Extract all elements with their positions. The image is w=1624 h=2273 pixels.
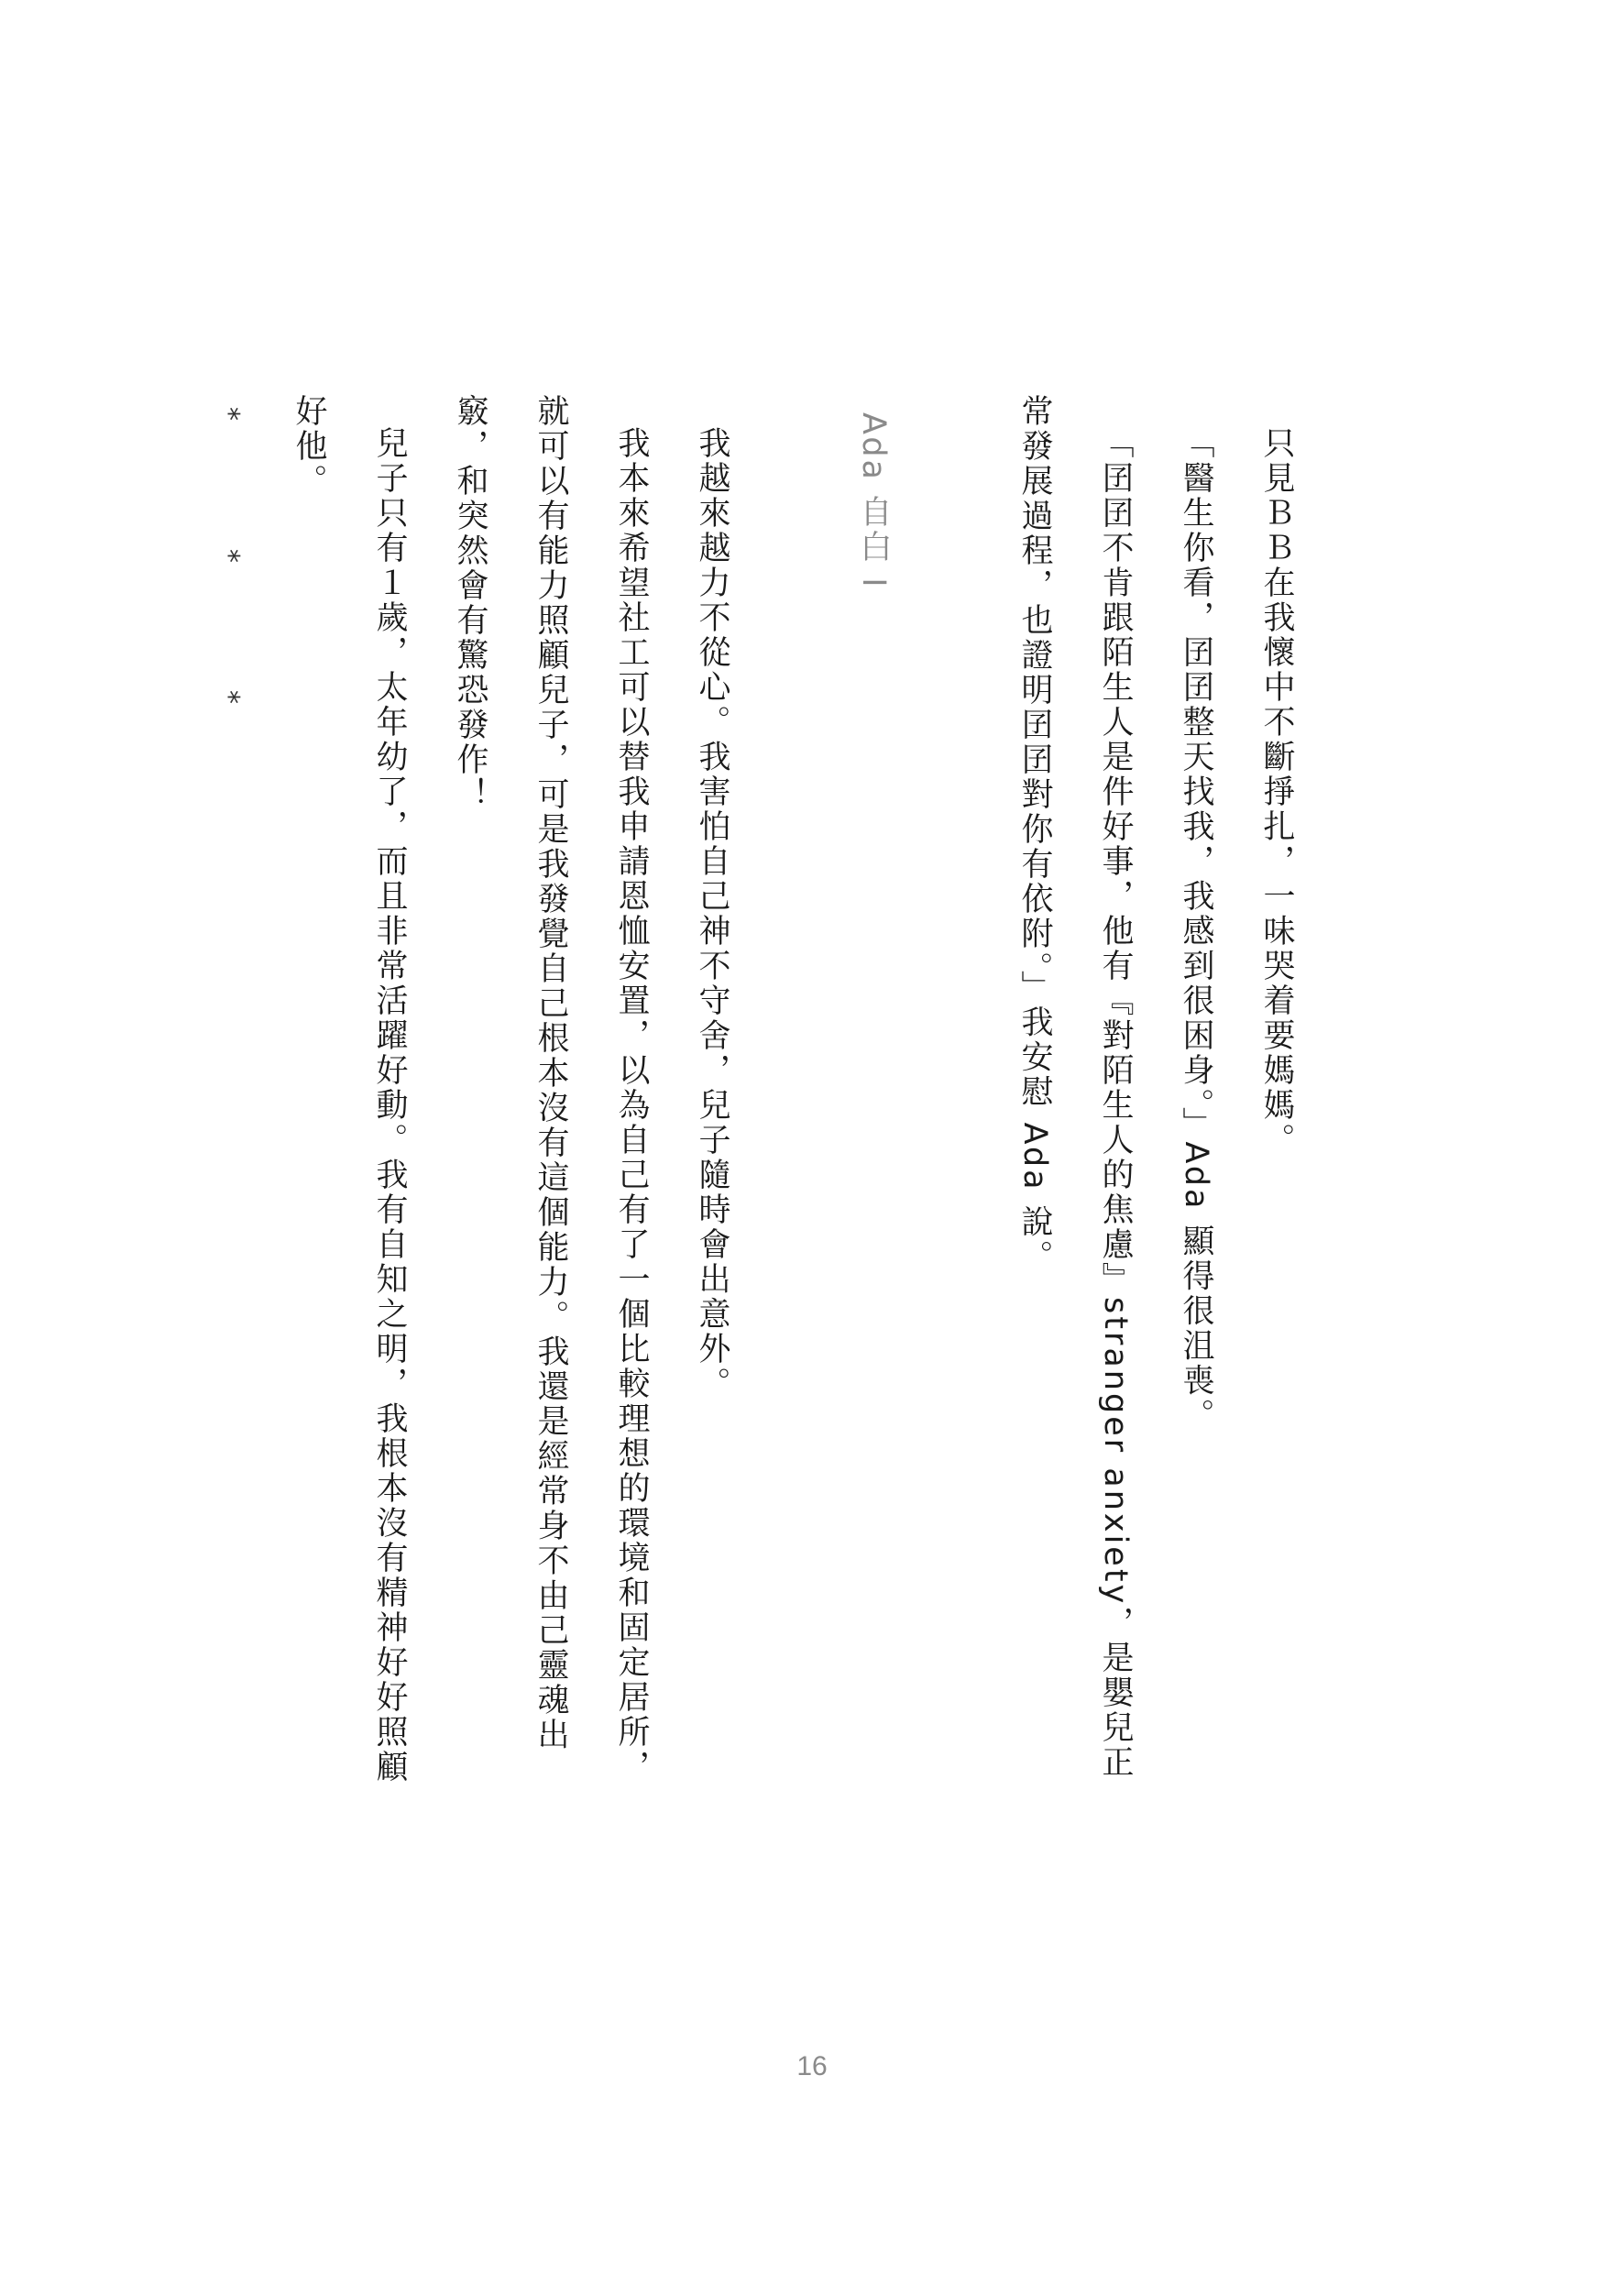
paragraph-ada-complaint: 「醫生你看，囝囝整天找我，我感到很困身。」Ada 顯得很沮喪。	[1178, 426, 1214, 1433]
section-separator	[188, 394, 269, 1806]
paragraph-losing-strength: 我越來越力不從心。我害怕自己神不守舍，兒子隨時會出意外。	[694, 426, 730, 1401]
separator-star: *	[213, 548, 245, 563]
section-title: Ada 自白 I	[855, 412, 892, 590]
section-gap	[914, 394, 994, 1806]
page-number: 16	[796, 2051, 828, 2081]
paragraph-doctor-reassurance: 「囝囝不肯跟陌生人是件好事，他有『對陌生人的焦慮』stranger anxiety，是嬰兒正常發展過程，也證明囝囝對你有依附。」我安慰 Ada 說。	[1016, 394, 1134, 1781]
vertical-text-body	[188, 394, 1317, 1806]
paragraph-baby-struggling: 只見ＢＢ在我懷中不斷掙扎，一味哭着要媽媽。	[1258, 426, 1295, 1158]
paragraph-son-one-year-old: 兒子只有１歲，太年幼了，而且非常活躍好動。我有自知之明，我根本沒有精神好好照顧好他。	[291, 394, 408, 1784]
separator-star: *	[213, 407, 245, 421]
paragraph-social-worker-hope: 我本來希望社工可以替我申請恩恤安置，以為自己有了一個比較理想的環境和固定居所，就可以有能力照顧兒子，可是我發覺自己根本沒有這個能力。我還是經常身不由己靈魂出竅，和突然會有驚恐發作！	[452, 394, 650, 1784]
section-gap	[752, 394, 833, 1806]
separator-star: *	[213, 690, 245, 705]
